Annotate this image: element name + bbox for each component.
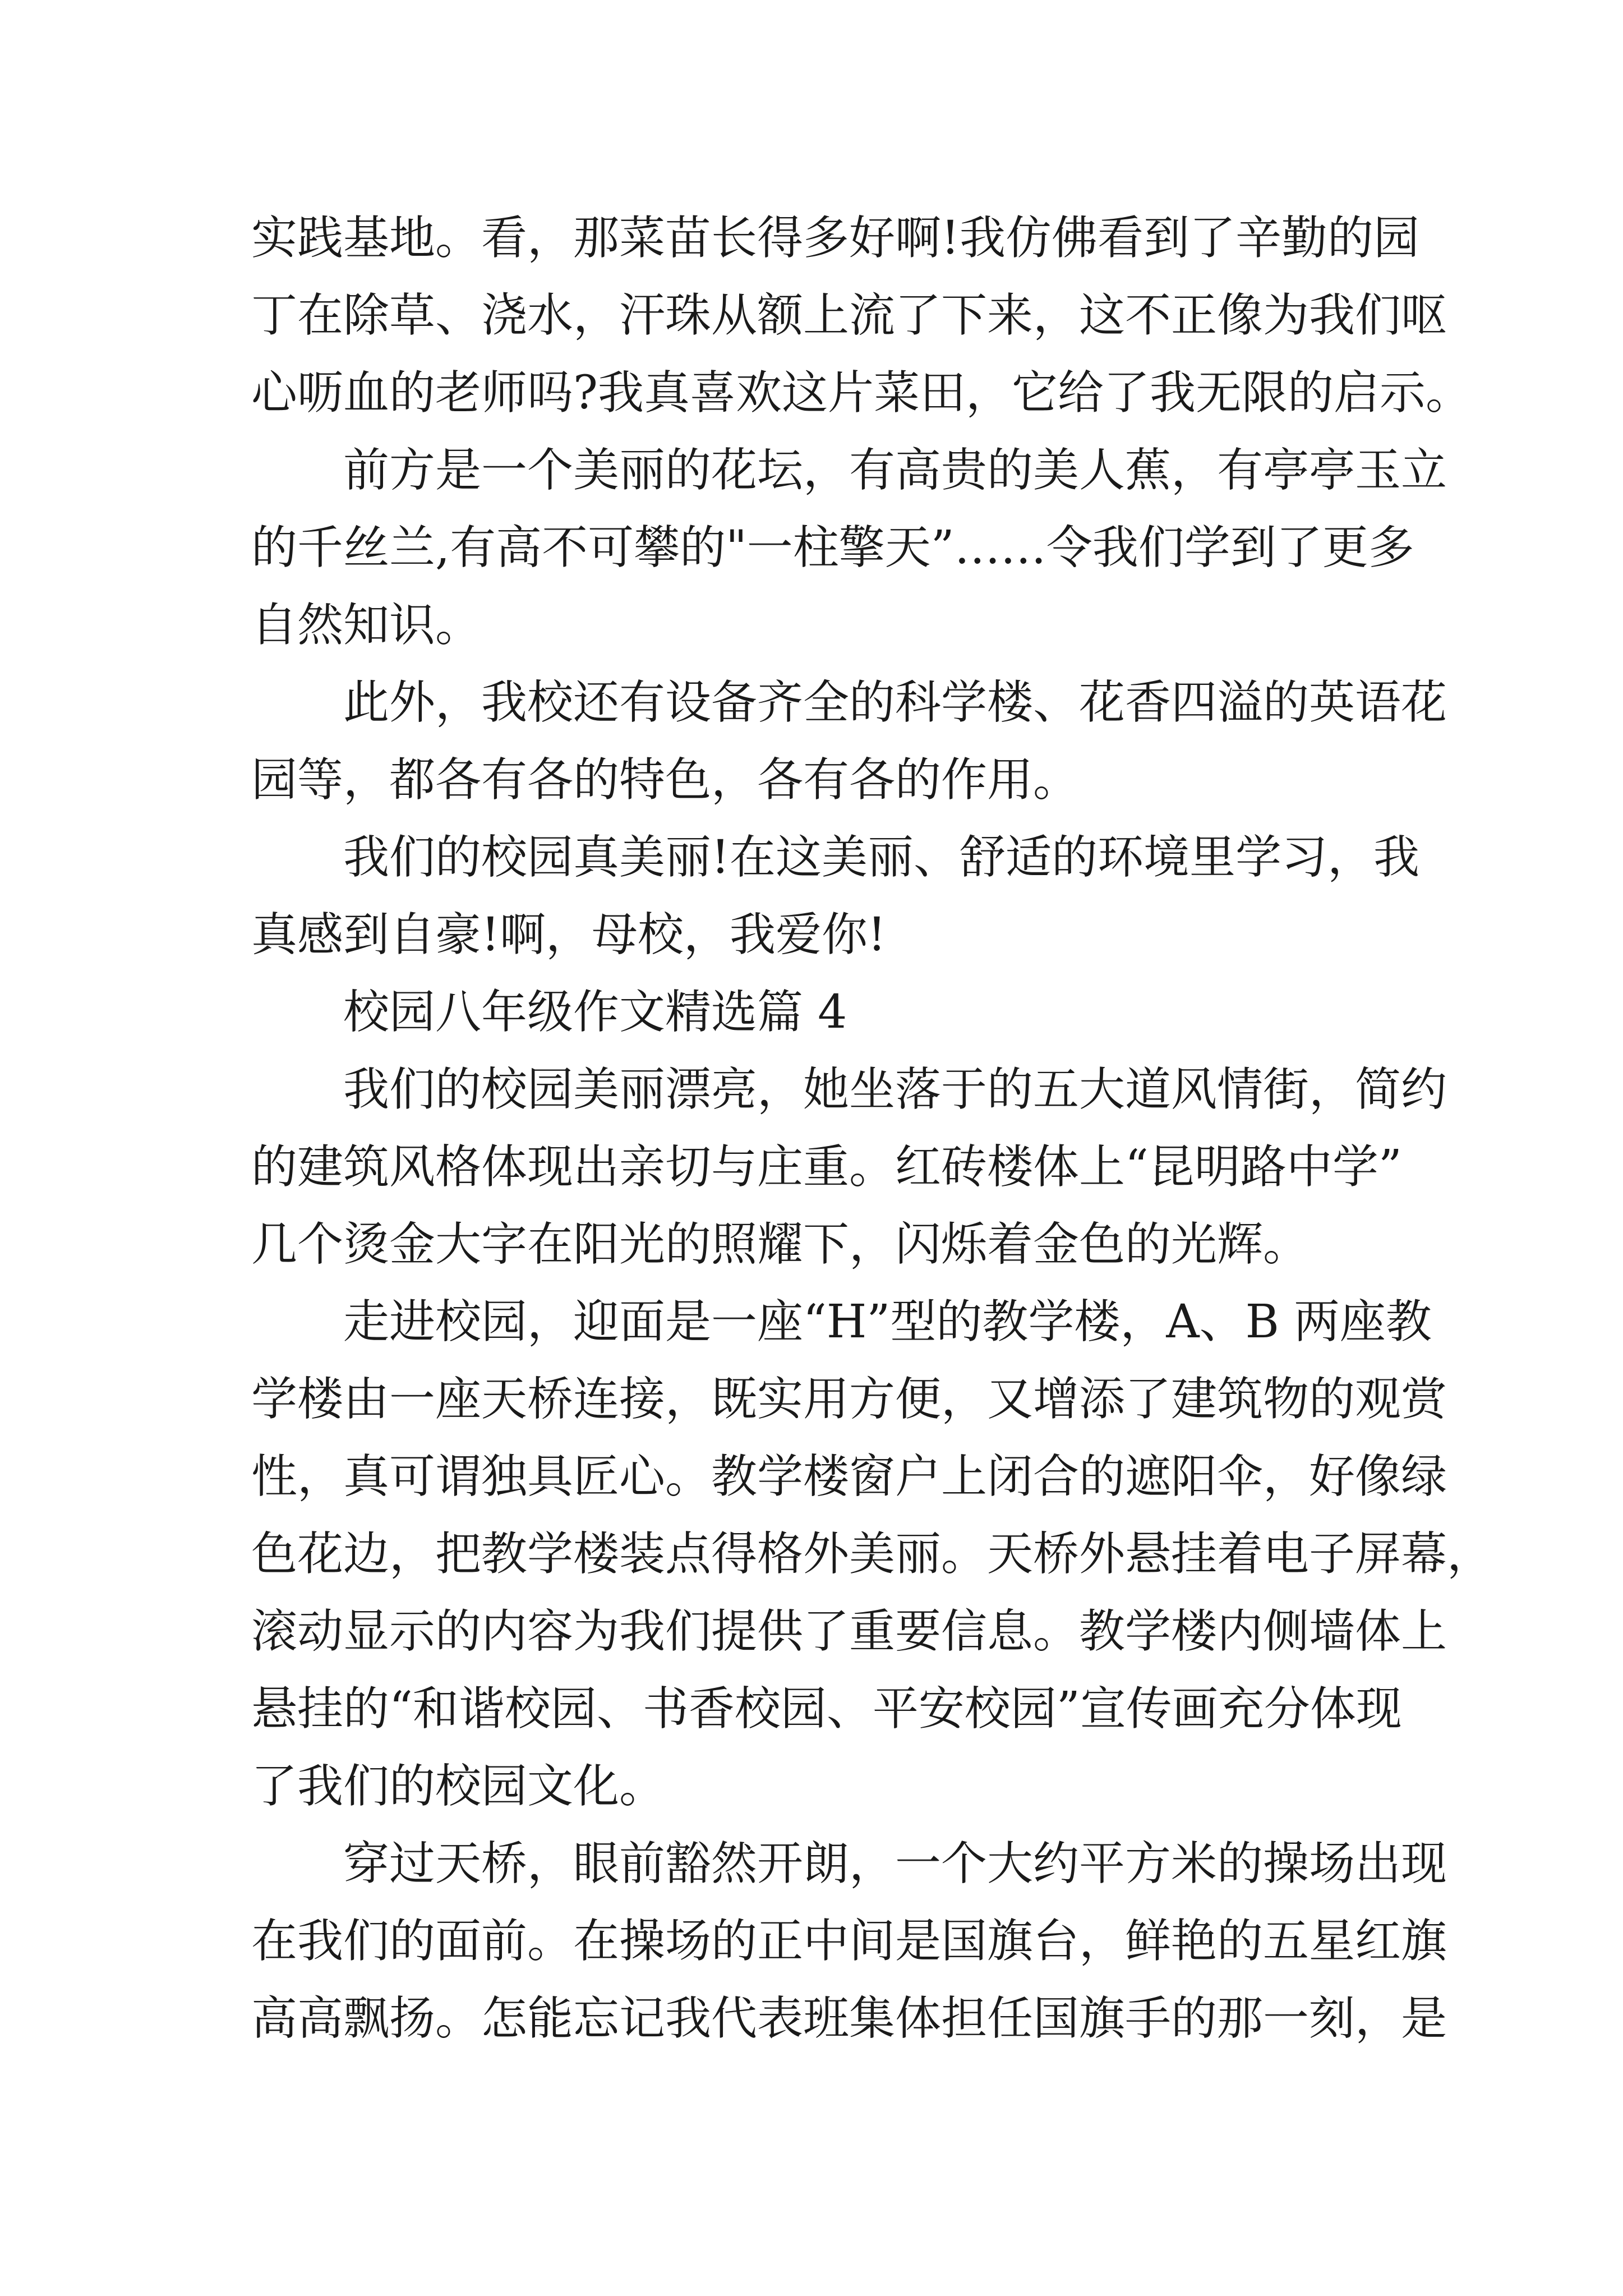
text-line: 走进校园，迎面是一座“H”型的教学楼，A、B 两座教 [343, 1295, 1432, 1349]
section-heading: 校园八年级作文精选篇 4 [343, 986, 847, 1039]
text-line: 几个烫金大字在阳光的照耀下，闪烁着金色的光辉。 [251, 1218, 1310, 1271]
text-line: 我们的校园美丽漂亮，她坐落于的五大道风情街，简约 [343, 1063, 1447, 1116]
text-line: 了我们的校园文化。 [251, 1760, 666, 1813]
text-line: 的千丝兰,有高不可攀的"一柱擎天”……令我们学到了更多 [251, 521, 1414, 574]
text-line: 性，真可谓独具匠心。教学楼窗户上闭合的遮阳伞，好像绿 [251, 1450, 1447, 1503]
text-line: 我们的校园真美丽!在这美丽、舒适的环境里学习，我 [343, 831, 1419, 884]
text-line: 前方是一个美丽的花坛，有高贵的美人蕉，有亭亭玉立 [343, 444, 1447, 497]
text-line: 在我们的面前。在操场的正中间是国旗台，鲜艳的五星红旗 [251, 1915, 1447, 1968]
text-line: 实践基地。看，那菜苗长得多好啊!我仿佛看到了辛勤的园 [251, 211, 1419, 265]
text-line: 滚动显示的内容为我们提供了重要信息。教学楼内侧墙体上 [251, 1605, 1447, 1658]
text-line: 悬挂的“和谐校园、书香校园、平安校园”宣传画充分体现 [251, 1682, 1402, 1736]
text-line: 此外，我校还有设备齐全的科学楼、花香四溢的英语花 [343, 676, 1447, 729]
text-line: 高高飘扬。怎能忘记我代表班集体担任国旗手的那一刻，是 [251, 1992, 1447, 2045]
document-body [251, 200, 1493, 2058]
text-line: 色花边，把教学楼装点得格外美丽。天桥外悬挂着电子屏幕， [251, 1527, 1493, 1581]
text-line: 自然知识。 [251, 599, 482, 652]
text-line: 的建筑风格体现出亲切与庄重。红砖楼体上“昆明路中学” [251, 1140, 1402, 1194]
text-line: 心呖血的老师吗?我真喜欢这片菜田，它给了我无限的启示。 [251, 366, 1472, 420]
text-line: 真感到自豪!啊，母校，我爱你! [251, 908, 886, 961]
text-line: 园等，都各有各的特色，各有各的作用。 [251, 753, 1080, 807]
text-line: 穿过天桥，眼前豁然开朗，一个大约平方米的操场出现 [343, 1837, 1447, 1890]
text-line: 学楼由一座天桥连接，既实用方便，又增添了建筑物的观赏 [251, 1373, 1447, 1426]
text-line: 丁在除草、浇水，汗珠从额上流了下来，这不正像为我们呕 [251, 289, 1447, 342]
